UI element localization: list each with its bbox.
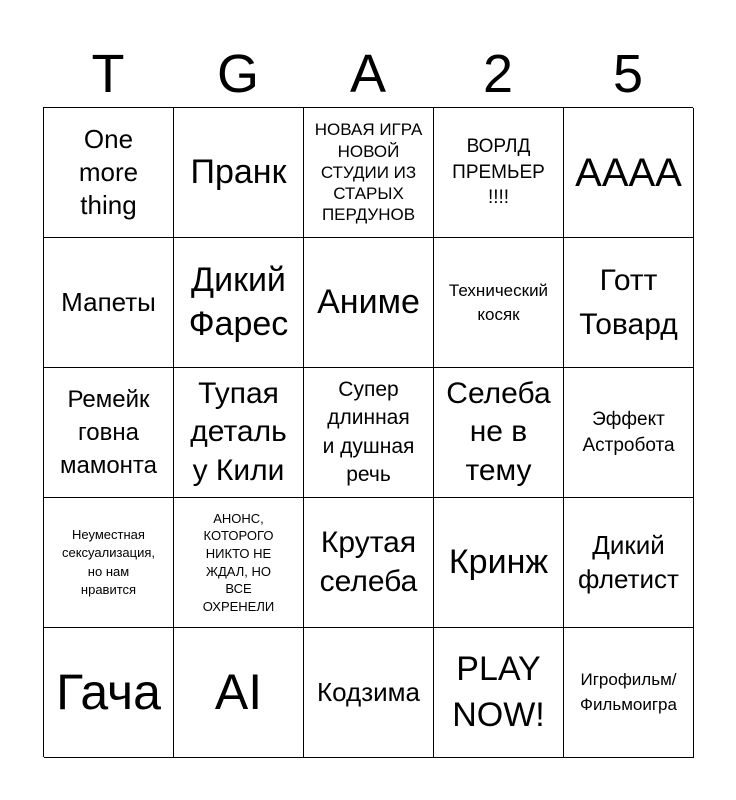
cell-text: Аниме [317, 282, 420, 321]
bingo-cell[interactable] [304, 498, 434, 628]
bingo-cell[interactable] [564, 498, 694, 628]
header-letter-5: 5 [612, 44, 644, 104]
bingo-cell[interactable] [304, 368, 434, 498]
bingo-cell[interactable] [44, 628, 174, 758]
bingo-board [43, 107, 693, 757]
cell-text: Супер длинная и душная речь [322, 378, 415, 486]
header-letter-a: A [349, 44, 387, 104]
cell-text: Готт Товард [579, 264, 678, 341]
bingo-cell[interactable] [174, 498, 304, 628]
cell-text: One more thing [78, 123, 139, 221]
cell-text: PLAY NOW! [452, 649, 545, 734]
bingo-cell[interactable] [174, 368, 304, 498]
bingo-cell[interactable] [434, 368, 564, 498]
cell-text: НОВАЯ ИГРА НОВОЙ СТУДИИ ИЗ СТАРЫХ ПЕРДУНОВ [314, 120, 423, 225]
bingo-cell[interactable] [564, 108, 694, 238]
bingo-cell[interactable] [44, 238, 174, 368]
bingo-cell[interactable] [434, 628, 564, 758]
bingo-cell[interactable] [174, 628, 304, 758]
bingo-cell[interactable] [44, 368, 174, 498]
cell-text: AI [214, 664, 263, 721]
bingo-cell[interactable] [564, 368, 694, 498]
bingo-cell[interactable] [304, 108, 434, 238]
bingo-cell[interactable] [44, 108, 174, 238]
cell-text: Ремейк говна мамонта [59, 385, 158, 480]
cell-text: Селеба не в тему [446, 377, 551, 487]
bingo-cell[interactable] [434, 498, 564, 628]
bingo-cell[interactable] [174, 108, 304, 238]
cell-text: Неуместная сексуализация, но нам нравится [61, 527, 156, 597]
bingo-cell[interactable] [434, 238, 564, 368]
header-letter-2: 2 [482, 44, 514, 104]
header-letter-t: T [91, 44, 125, 104]
bingo-cell[interactable] [564, 238, 694, 368]
bingo-cell[interactable] [434, 108, 564, 238]
bingo-header [43, 40, 693, 108]
cell-text: Кодзима [317, 676, 420, 707]
cell-text: Крутая селеба [319, 526, 418, 598]
cell-text: Пранк [190, 152, 287, 191]
bingo-cell[interactable] [44, 498, 174, 628]
cell-text: Технический косяк [448, 280, 549, 324]
cell-text: АААА [575, 150, 682, 195]
cell-text: Дикий Фарес [188, 260, 289, 343]
bingo-cell[interactable] [304, 628, 434, 758]
cell-text: Дикий флетист [578, 530, 679, 594]
cell-text: Мапеты [61, 286, 156, 317]
header-letter-g: G [216, 44, 259, 104]
cell-text: Эффект Астробота [582, 408, 675, 456]
bingo-cell[interactable] [174, 238, 304, 368]
cell-text: Тупая деталь у Кили [190, 377, 287, 487]
bingo-cell[interactable] [304, 238, 434, 368]
cell-text: Кринж [448, 542, 549, 581]
cell-text: ВОРЛД ПРЕМЬЕР !!!! [452, 136, 545, 209]
cell-text: Игрофильм/ Фильмоигра [580, 670, 677, 714]
cell-text: Гача [56, 664, 161, 721]
bingo-cell[interactable] [564, 628, 694, 758]
cell-text: АНОНС, КОТОРОГО НИКТО НЕ ЖДАЛ, НО ВСЕ ОХРЕНЕЛИ [202, 510, 275, 614]
